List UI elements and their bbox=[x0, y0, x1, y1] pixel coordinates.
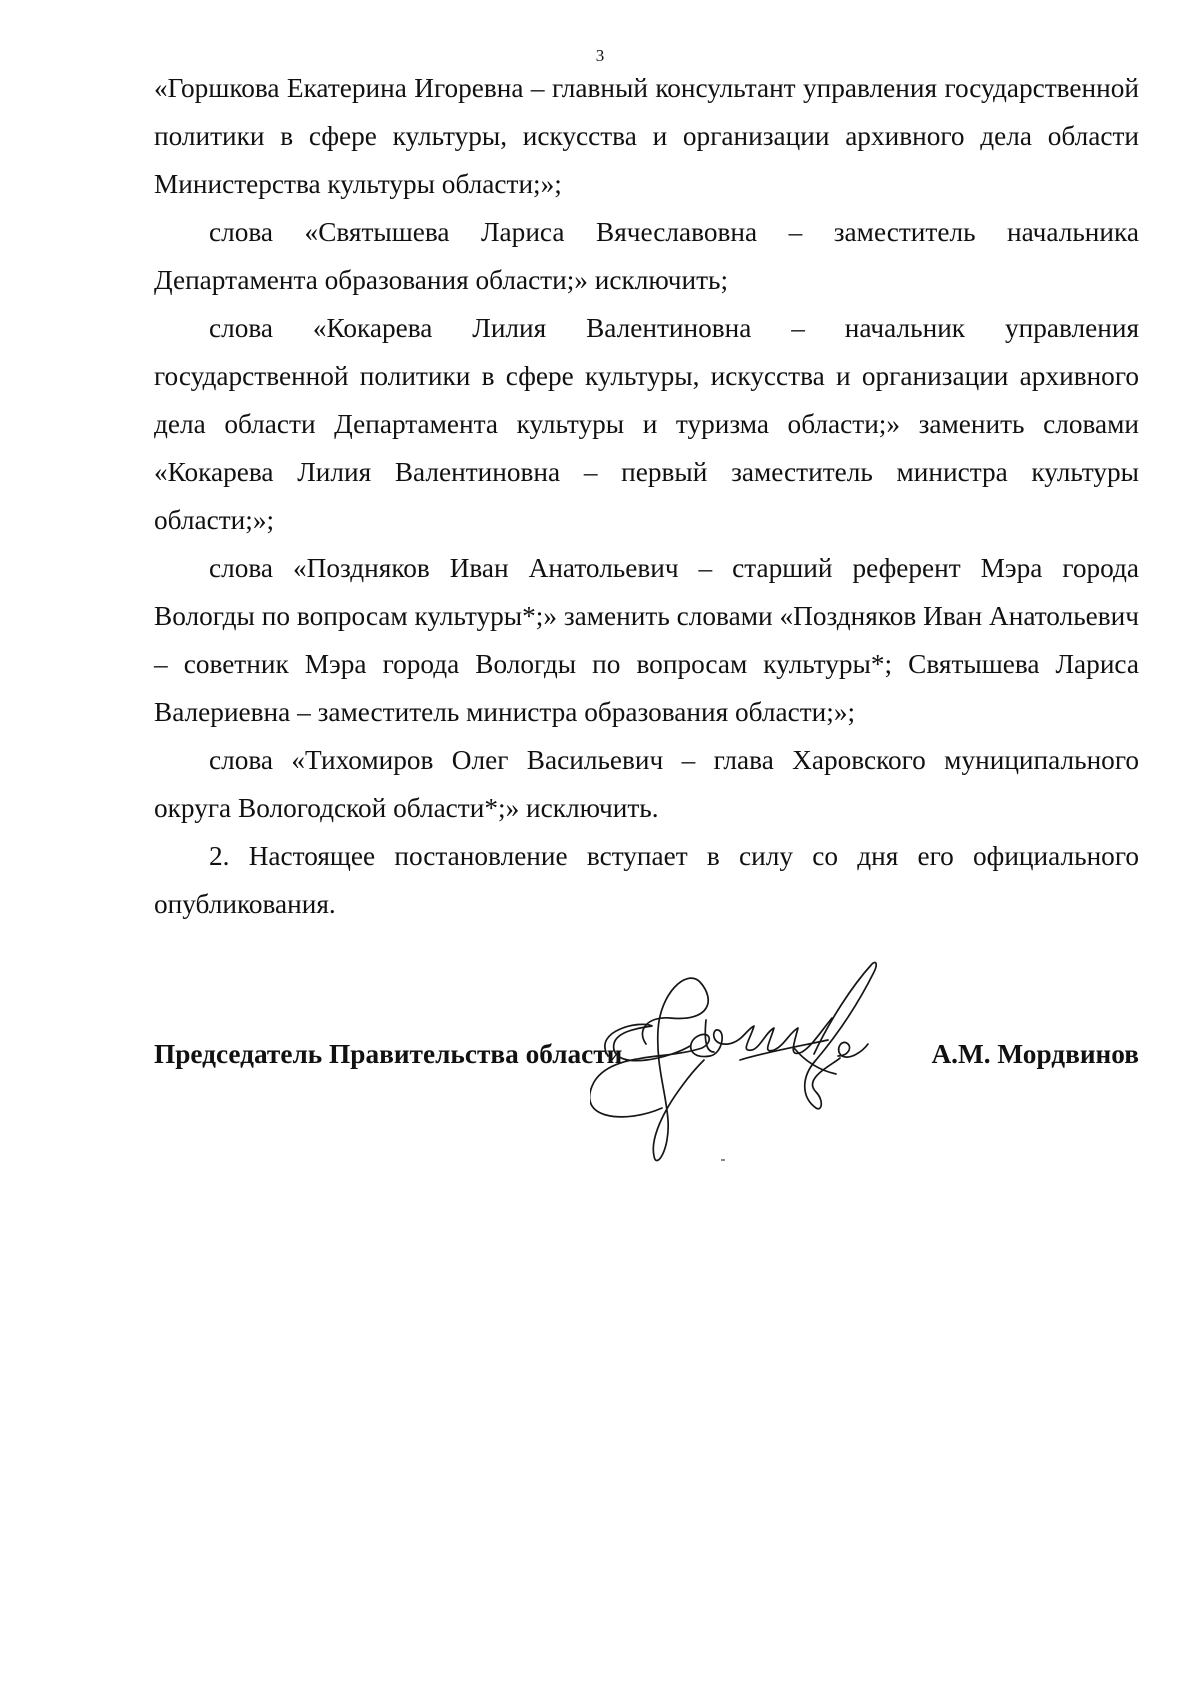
document-body bbox=[154, 64, 1139, 928]
paragraph-tikhomirov: слова «Тихомиров Олег Васильевич – глава Харовского муниципального округа Вологодской области*;» исключить. bbox=[154, 745, 1139, 823]
paragraph-kokareva: слова «Кокарева Лилия Валентиновна – начальник управления государственной политики в сфере культуры, искусства и организации архивного дела области Департамента культуры и туризма области;» заменить словами «Кокарева Лилия Валентиновна – первый заместитель министра культуры области;»; bbox=[154, 313, 1139, 535]
paragraph-svyatysheva: слова «Святышева Лариса Вячеславовна – заместитель начальника Департамента образования области;» исключить; bbox=[154, 217, 1139, 295]
signatory-name: А.М. Мордвинов bbox=[931, 1039, 1139, 1069]
scan-artifact bbox=[721, 1159, 725, 1161]
paragraph-effective-date: 2. Настоящее постановление вступает в силу со дня его официального опубликования. bbox=[154, 841, 1139, 919]
page-number: 3 bbox=[595, 46, 605, 65]
signatory-position: Председатель Правительства области bbox=[154, 1039, 623, 1069]
paragraph-gorshkova: «Горшкова Екатерина Игоревна – главный консультант управления государственной политики в сфере культуры, искусства и организации архивного дела области Министерства культуры области;»; bbox=[154, 73, 1139, 199]
handwritten-signature bbox=[590, 960, 910, 1180]
paragraph-pozdnyakov: слова «Поздняков Иван Анатольевич – старший референт Мэра города Вологды по вопросам культуры*;» заменить словами «Поздняков Иван Анатольевич – советник Мэра города Вологды по вопросам культуры*; Святышева Лариса Валериевна – заместитель министра образования области;»; bbox=[154, 553, 1139, 727]
